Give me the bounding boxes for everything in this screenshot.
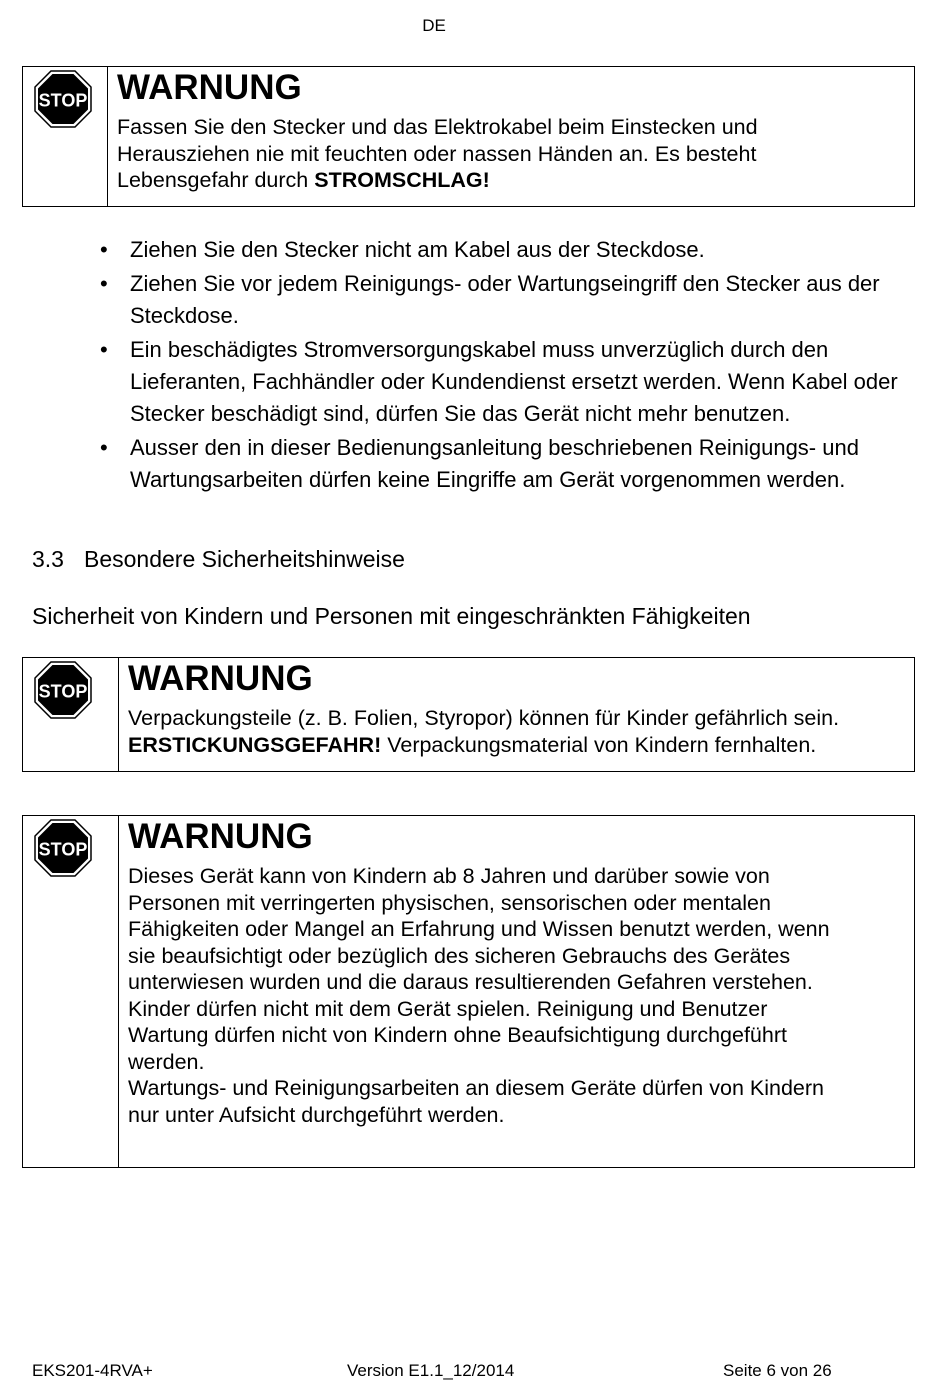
list-item [0, 334, 900, 430]
list-item [0, 268, 900, 332]
warning-line: Verpackungsteile (z. B. Folien, Styropor) können für Kinder gefährlich sein. [128, 706, 840, 730]
warning-line: sie beaufsichtigt oder bezüglich des sicheren Gebrauchs des Gerätes [128, 943, 791, 968]
list-item [0, 234, 900, 266]
subsection-title: Sicherheit von Kindern und Personen mit eingeschränkten Fähigkeiten [32, 603, 751, 629]
warning-icon-column [23, 816, 119, 1167]
warning-emphasis: ERSTICKUNGSGEFAHR! [128, 732, 382, 757]
warning-box-children [22, 815, 915, 1168]
warning-line: Herausziehen nie mit feuchten oder nassen Händen an. Es besteht [117, 141, 757, 166]
footer-model: EKS201-4RVA+ [32, 1361, 153, 1380]
warning-text [128, 863, 906, 1128]
stop-sign-icon [33, 69, 93, 129]
warning-text [128, 705, 906, 758]
bullet-icon: • [100, 237, 108, 262]
warning-title: WARNUNG [117, 68, 302, 107]
warning-content [128, 658, 906, 758]
stop-sign-icon [33, 660, 93, 720]
warning-emphasis: STROMSCHLAG! [314, 168, 490, 192]
warning-line: Fähigkeiten oder Mangel an Erfahrung und Wissen benutzt werden, wenn [128, 917, 830, 941]
warning-line: Personen mit verringerten physischen, sensorischen oder mentalen [128, 890, 771, 915]
warning-line: unterwiesen wurden und die daraus resultierenden Gefahren verstehen. [128, 970, 813, 994]
warning-box-suffocation [22, 657, 915, 772]
warning-line [117, 167, 906, 194]
warning-icon-column [23, 658, 119, 771]
warning-title: WARNUNG [128, 659, 313, 698]
stop-sign-icon [33, 818, 93, 878]
warning-line: Fassen Sie den Stecker und das Elektrokabel beim Einstecken und [117, 115, 758, 139]
footer-version: Version E1.1_12/2014 [347, 1361, 515, 1380]
stop-sign-label: STOP [38, 839, 88, 860]
warning-title: WARNUNG [128, 817, 313, 856]
section-title: Besondere Sicherheitshinweise [84, 546, 405, 572]
warning-line: Dieses Gerät kann von Kindern ab 8 Jahren und darüber sowie von [128, 864, 770, 888]
footer-page-number: Seite 6 von 26 [723, 1361, 832, 1380]
warning-line [128, 732, 906, 759]
stop-sign-label: STOP [38, 90, 88, 111]
warning-line: Kinder dürfen nicht mit dem Gerät spielen. Reinigung und Benutzer [128, 996, 768, 1021]
section-heading [32, 544, 405, 574]
warning-text [117, 114, 906, 194]
bullet-icon: • [100, 271, 108, 296]
bullet-icon: • [100, 435, 108, 460]
list-item-text: Ein beschädigtes Stromversorgungskabel muss unverzüglich durch den Lieferanten, Fachhändler oder Kundendienst ersetzt werden. Wenn Kabel oder Stecker beschädigt sind, dürfen Sie das Gerät nicht mehr benutzen. [130, 337, 898, 426]
warning-line: Wartung dürfen nicht von Kindern ohne Beaufsichtigung durchgeführt [128, 1023, 787, 1047]
list-item-text: Ziehen Sie vor jedem Reinigungs- oder Wartungseingriff den Stecker aus der Steckdose. [130, 271, 880, 328]
warning-line: werden. [128, 1049, 205, 1074]
warning-icon-column [23, 67, 108, 206]
list-item-text: Ausser den in dieser Bedienungsanleitung beschriebenen Reinigungs- und Wartungsarbeiten dürfen keine Eingriffe am Gerät vorgenommen werden. [130, 435, 859, 492]
warning-line: Wartungs- und Reinigungsarbeiten an diesem Geräte dürfen von Kindern [128, 1076, 824, 1100]
list-item [0, 432, 900, 496]
safety-bullet-list [0, 234, 900, 498]
stop-sign-label: STOP [38, 681, 88, 702]
warning-content [128, 816, 906, 1128]
warning-line-prefix: Lebensgefahr durch [117, 168, 315, 192]
list-item-text: Ziehen Sie den Stecker nicht am Kabel aus der Steckdose. [130, 237, 705, 262]
warning-box-electric-shock [22, 66, 915, 207]
warning-content [117, 67, 906, 194]
warning-line: nur unter Aufsicht durchgeführt werden. [128, 1102, 505, 1127]
warning-line-rest: Verpackungsmaterial von Kindern fernhalten. [381, 732, 817, 757]
section-number: 3.3 [32, 546, 64, 572]
language-code: DE [422, 16, 446, 35]
bullet-icon: • [100, 337, 108, 362]
